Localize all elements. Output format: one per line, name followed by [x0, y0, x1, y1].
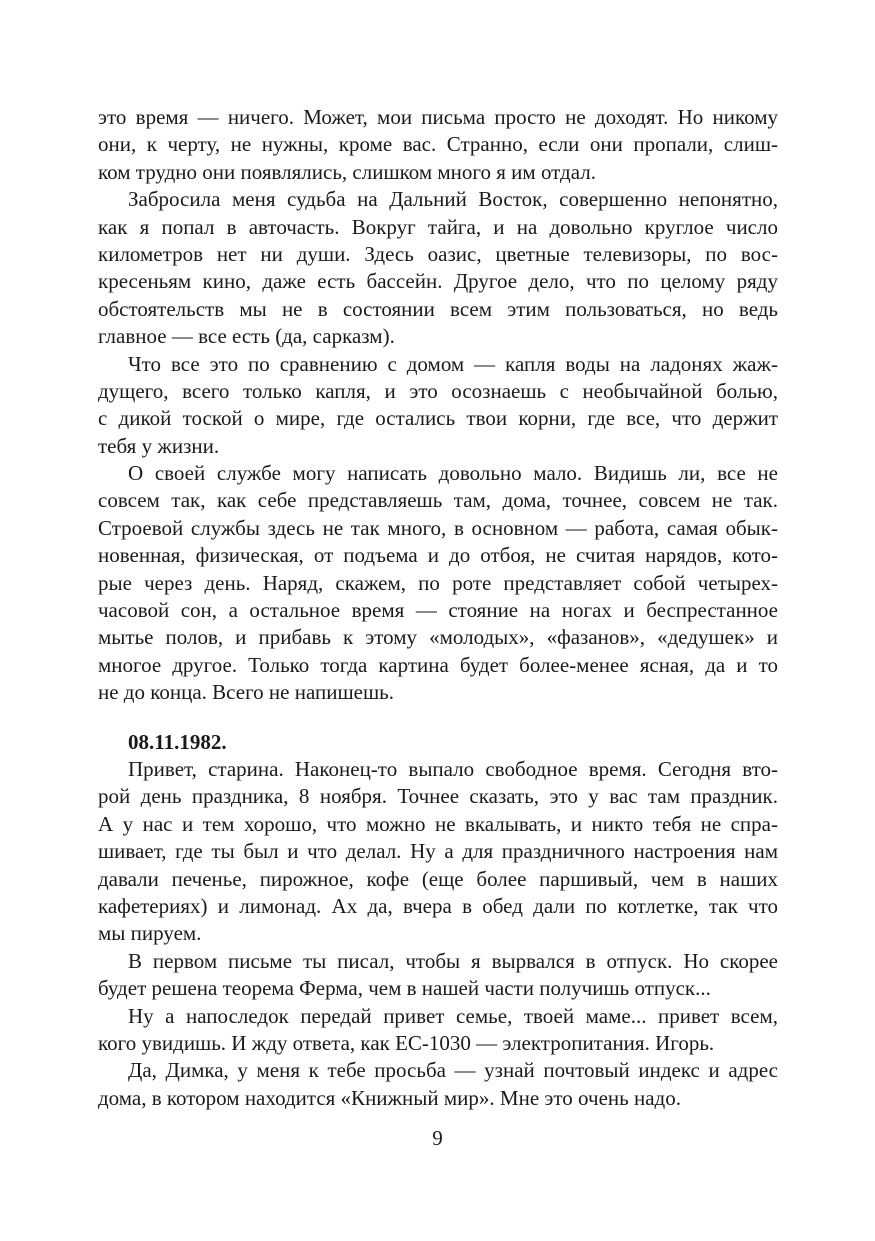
text-line: главное — все есть (да, сарказм). [98, 324, 395, 349]
paragraph [98, 460, 778, 707]
text-line: ком трудно они появлялись, слишком много я им отдал. [98, 159, 596, 184]
paragraph [98, 186, 778, 350]
text-line: мытье полов, и прибавь к этому «молодых», «фазанов», «дедушек» и [98, 625, 778, 650]
entry-date-heading: 08.11.1982. [128, 729, 227, 754]
text-line: кресеньям кино, даже есть бассейн. Другое дело, что по целому ряду [98, 269, 778, 294]
paragraph [98, 948, 778, 1003]
text-line: О своей службе могу написать довольно мало. Видишь ли, все не [128, 461, 778, 486]
page-body [98, 104, 778, 1112]
text-line: тебя у жизни. [98, 433, 220, 458]
page-number: 9 [432, 1126, 443, 1150]
text-line: часовой сон, а остальное время — стояние на ногах и беспрестанное [98, 598, 778, 623]
text-line: шивает, где ты был и что делал. Ну а для праздничного настроения нам [98, 839, 778, 864]
text-line: Забросила меня судьба на Дальний Восток, совершенно непонятно, [128, 187, 778, 212]
text-line: давали печенье, пирожное, кофе (еще более паршивый, чем в наших [98, 866, 778, 891]
text-line: километров нет ни души. Здесь оазис, цветные телевизоры, по вос- [98, 241, 778, 266]
text-line: дома, в котором находится «Книжный мир». Мне это очень надо. [98, 1085, 681, 1110]
text-line: это время — ничего. Может, мои письма просто не доходят. Но никому [98, 105, 778, 129]
paragraph [98, 1057, 778, 1112]
text-line: Что все это по сравнению с домом — капля воды на ладонях жаж- [128, 351, 778, 376]
text-line: мы пируем. [98, 921, 202, 946]
text-line: В первом письме ты писал, чтобы я вырвался в отпуск. Но скорее [128, 948, 778, 973]
text-line: кафетериях) и лимонад. Ах да, вчера в обед дали по котлетке, так что [98, 893, 778, 918]
text-line: как я попал в авточасть. Вокруг тайга, и на довольно круглое число [98, 214, 778, 239]
paragraph [98, 756, 778, 948]
text-line: будет решена теорема Ферма, чем в нашей части получишь отпуск... [98, 976, 711, 1001]
text-line: они, к черту, не нужны, кроме вас. Странно, если они пропали, слиш- [98, 132, 778, 157]
text-line: А у нас и тем хорошо, что можно не вкалывать, и никто тебя не спра- [98, 811, 778, 836]
text-line: рой день праздника, 8 ноября. Точнее сказать, это у вас там праздник. [98, 784, 778, 809]
text-line: Ну а напоследок передай привет семье, твоей маме... привет всем, [128, 1003, 778, 1028]
text-line: совсем так, как себе представляешь там, дома, точнее, совсем не так. [98, 488, 778, 513]
paragraph [98, 104, 778, 186]
text-line: Строевой службы здесь не так много, в основном — работа, самая обык- [98, 515, 778, 540]
text-line: Привет, старина. Наконец-то выпало свободное время. Сегодня вто- [128, 756, 778, 781]
text-line: многое другое. Только тогда картина будет более-менее ясная, да и то [98, 652, 778, 677]
text-line: обстоятельств мы не в состоянии всем этим пользоваться, но ведь [98, 296, 778, 321]
text-line: дущего, всего только капля, и это осознаешь с необычайной болью, [98, 378, 778, 403]
text-line: с дикой тоской о мире, где остались твои корни, где все, что держит [98, 406, 778, 431]
text-line: кого увидишь. И жду ответа, как ЕС-1030 — электропитания. Игорь. [98, 1030, 715, 1055]
text-line: новенная, физическая, от подъема и до отбоя, не считая нарядов, кото- [98, 543, 778, 568]
text-line: не до конца. Всего не напишешь. [98, 680, 394, 705]
section-gap [98, 707, 778, 729]
paragraph [98, 351, 778, 461]
text-line: Да, Димка, у меня к тебе просьба — узнай почтовый индекс и адрес [128, 1058, 778, 1083]
paragraph [98, 1003, 778, 1058]
text-line: рые через день. Наряд, скажем, по роте представляет собой четырех- [98, 570, 778, 595]
